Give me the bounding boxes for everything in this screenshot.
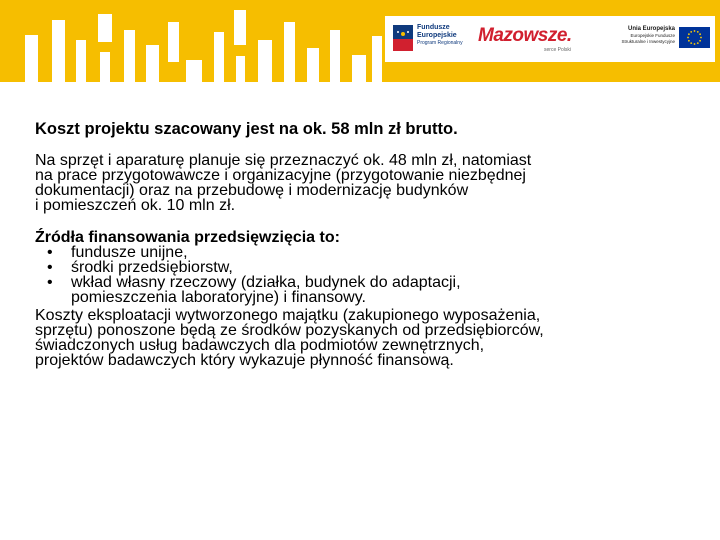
operating-costs-paragraph: Koszty eksploatacji wytworzonego majątku (zakupionego wyposażenia, sprzętu) ponoszone będą ze środków pozyskanych od przedsiębiorców, świadczonych usług badawczych dla podmiotów zewnętrznych, projektów badawczych który wykazuje płynność finansową. (35, 307, 544, 369)
list-item: • fundusze unijne, (47, 244, 188, 261)
ue-logo-text: Unia Europejska Europejskie Fundusze Strukturalne i Inwestycyjne (621, 26, 675, 44)
eu-flag-icon (679, 27, 710, 48)
cost-heading: Koszt projektu szacowany jest na ok. 58 mln zł brutto. (35, 120, 458, 138)
bullet-icon: • (47, 259, 53, 276)
partner-logos (385, 16, 715, 62)
funding-sources-heading: Źródła finansowania przedsięwzięcia to: (35, 229, 340, 246)
funding-sources-list (35, 245, 695, 305)
equipment-paragraph: Na sprzęt i aparaturę planuje się przeznaczyć ok. 48 mln zł, natomiast na prace przygotowawcze i organizacyjne (przygotowanie niezbędnej dokumentacji) oraz na przebudowę i modernizację budynków i pomieszczeń ok. 10 mln zł. (35, 152, 532, 214)
decorative-pattern (0, 0, 385, 82)
bullet-icon: • (47, 274, 53, 291)
header-banner (0, 0, 720, 82)
list-item: • wkład własny rzeczowy (działka, budynek do adaptacji, pomieszczenia laboratoryjne) i finansowy. (47, 274, 461, 306)
mazowsze-tagline: serce Polski (544, 47, 571, 53)
slide-content (35, 122, 695, 368)
mazowsze-logo (478, 22, 590, 56)
bullet-icon: • (47, 244, 53, 261)
unia-europejska-logo (617, 25, 712, 55)
mazowsze-wordmark: Mazowsze. (478, 25, 572, 46)
list-item: • środki przedsiębiorstw, (47, 259, 233, 276)
fe-logo-text: Fundusze Europejskie Program Regionalny (417, 24, 463, 46)
fe-star-icon (393, 25, 413, 51)
